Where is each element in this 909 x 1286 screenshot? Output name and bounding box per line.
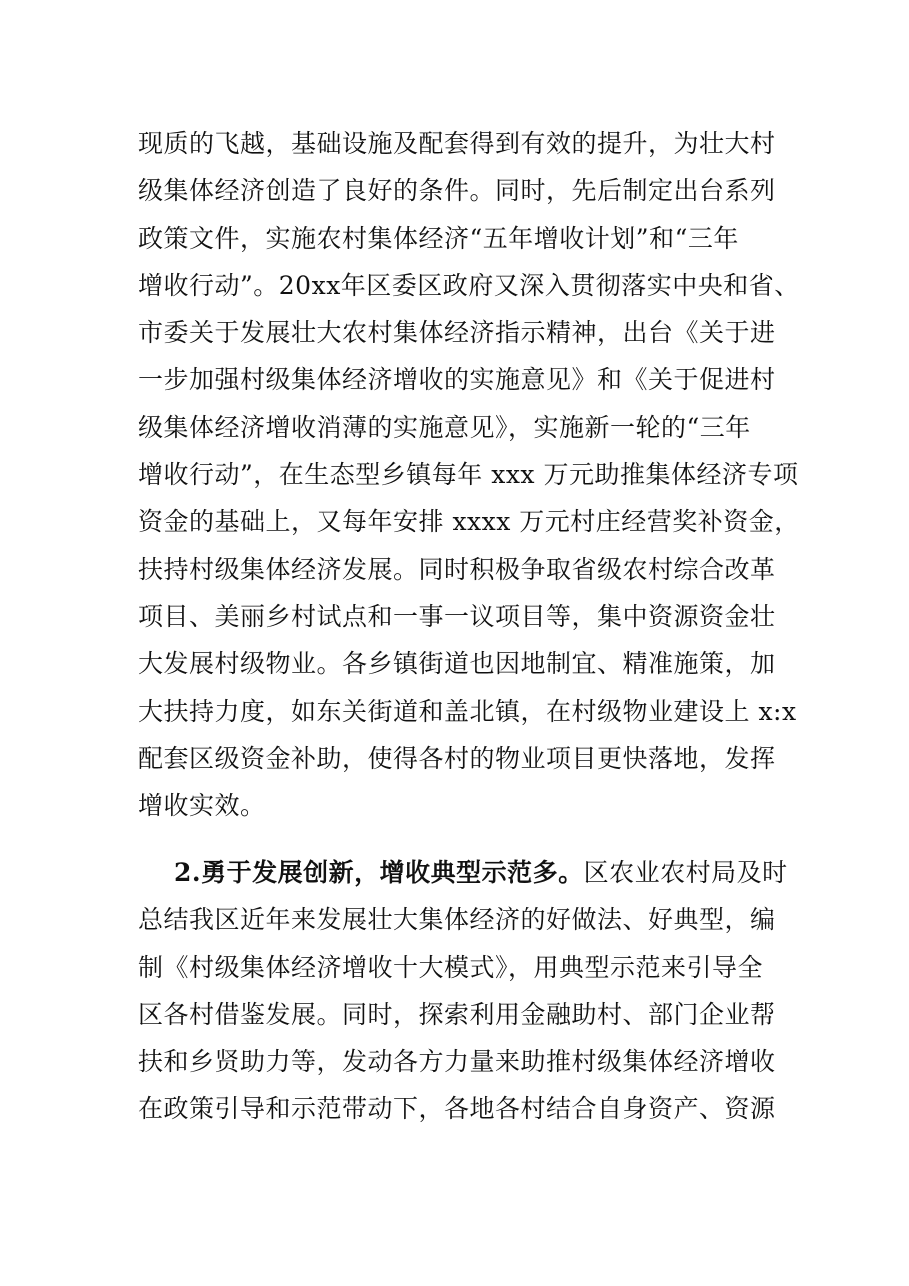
- text-line: 总结我区近年来发展壮大集体经济的好做法、好典型，编: [138, 905, 776, 935]
- first-line: [138, 849, 788, 896]
- text-line: 扶持村级集体经济发展。同时积极争取省级农村综合改革: [138, 554, 776, 584]
- text-line: 扶和乡贤助力等，发动各方力量来助推村级集体经济增收: [138, 1047, 776, 1077]
- text-line: 市委关于发展壮大农村集体经济指示精神，出台《关于进: [138, 318, 776, 348]
- text-line: 增收行动”。20xx年区委区政府又深入贯彻落实中央和省、: [138, 270, 800, 300]
- text-line: 区各村借鉴发展。同时，探索利用金融助村、部门企业帮: [138, 999, 776, 1029]
- text-line: 配套区级资金补助，使得各村的物业项目更快落地，发挥: [138, 743, 776, 773]
- text-line: 增收行动”，在生态型乡镇每年 xxx 万元助推集体经济专项: [138, 460, 799, 490]
- text-line: 项目、美丽乡村试点和一事一议项目等，集中资源资金壮: [138, 601, 776, 631]
- first-line-text: 区农业农村局及时: [583, 858, 788, 887]
- text-line: 资金的基础上，又每年安排 xxxx 万元村庄经营奖补资金，: [138, 507, 800, 537]
- text-line: 在政策引导和示范带动下，各地各村结合自身资产、资源: [138, 1094, 776, 1124]
- section-heading: 2.勇于发展创新，增收典型示范多。: [174, 858, 584, 887]
- paragraph-innovation-models: [138, 849, 788, 1133]
- text-line: 一步加强村级集体经济增收的实施意见》和《关于促进村: [138, 365, 776, 395]
- text-line: 制《村级集体经济增收十大模式》，用典型示范来引导全: [138, 952, 764, 982]
- text-line: 大扶持力度，如东关街道和盖北镇，在村级物业建设上 x:x: [138, 696, 797, 726]
- text-line: 政策文件，实施农村集体经济“五年增收计划”和“三年: [138, 223, 739, 253]
- text-line: 级集体经济增收消薄的实施意见》，实施新一轮的“三年: [138, 412, 751, 442]
- text-line: 增收实效。: [138, 791, 266, 821]
- paragraph-policy-support: [138, 120, 800, 829]
- text-line: 大发展村级物业。各乡镇街道也因地制宜、精准施策，加: [138, 649, 776, 679]
- text-line: 级集体经济创造了良好的条件。同时，先后制定出台系列: [138, 176, 776, 206]
- text-line: 现质的飞越，基础设施及配套得到有效的提升，为壮大村: [138, 129, 776, 158]
